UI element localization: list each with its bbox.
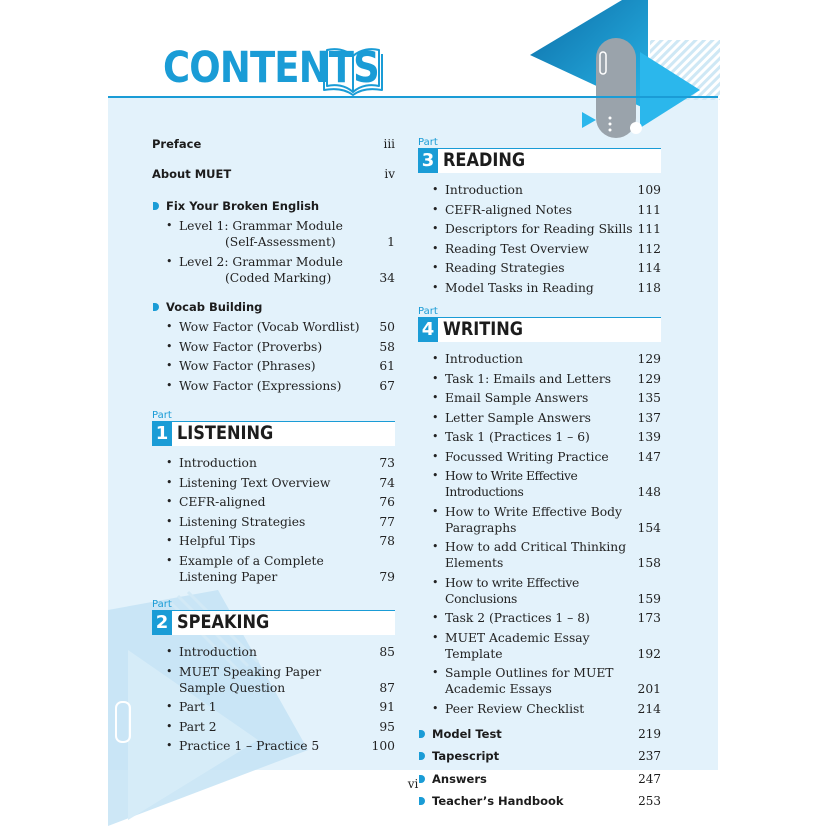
toc-item[interactable] <box>152 664 395 696</box>
toc-item[interactable] <box>152 719 395 735</box>
contents-right-column <box>418 138 661 812</box>
toc-section-fix-your-broken-english[interactable] <box>152 198 395 214</box>
part-name: READING <box>443 149 526 171</box>
toc-section-page: 253 <box>638 794 661 808</box>
toc-item-label: • Wow Factor (Expressions) <box>179 378 342 393</box>
toc-item-label: Sample Outlines for MUET <box>445 666 614 680</box>
toc-item[interactable] <box>152 533 395 549</box>
part-name: SPEAKING <box>177 611 270 633</box>
toc-item-label: • Task 2 (Practices 1 – 8) <box>445 611 590 625</box>
toc-item-label: • Part 2 <box>179 719 217 734</box>
part-label: Part <box>152 410 172 421</box>
toc-item-label: MUET Speaking Paper <box>179 664 322 679</box>
toc-section-tapescript[interactable] <box>418 745 661 767</box>
toc-item[interactable] <box>152 455 395 471</box>
toc-item[interactable] <box>152 494 395 510</box>
toc-list <box>418 351 661 717</box>
toc-item-label-line2: Listening Paper <box>179 569 278 584</box>
toc-item-label-line2: Elements <box>445 556 504 570</box>
toc-item-page: 111 <box>637 222 661 236</box>
toc-item[interactable] <box>152 218 395 250</box>
toc-entry-about-muet[interactable] <box>152 167 395 185</box>
toc-list <box>152 644 395 754</box>
toc-item-page: 154 <box>637 520 661 535</box>
toc-list <box>152 319 395 394</box>
section-marker-icon <box>419 752 425 760</box>
toc-item-label: • Task 1 (Practices 1 – 6) <box>445 430 590 444</box>
toc-item[interactable] <box>418 701 661 717</box>
toc-item-page: 135 <box>637 391 661 405</box>
toc-section-teachers-handbook[interactable] <box>418 790 661 812</box>
toc-entry-preface[interactable] <box>152 137 395 155</box>
toc-item[interactable] <box>418 260 661 276</box>
part-number: 2 <box>152 610 172 635</box>
toc-section-label: Teacher’s Handbook <box>432 794 564 808</box>
toc-section-page: 247 <box>638 771 661 786</box>
toc-item-label: Example of a Complete <box>179 553 324 568</box>
part-label: Part <box>152 599 172 610</box>
toc-section-vocab-building[interactable] <box>152 299 395 315</box>
toc-item[interactable] <box>418 241 661 257</box>
toc-item-label: • Reading Test Overview <box>445 241 589 256</box>
toc-section-model-test[interactable] <box>418 723 661 745</box>
toc-item-page: 214 <box>637 701 661 716</box>
decorative-shapes-top <box>530 0 720 140</box>
part-number: 3 <box>418 148 438 173</box>
toc-item[interactable] <box>152 475 395 491</box>
page-number: vi <box>407 777 419 791</box>
toc-item-label: • Helpful Tips <box>179 534 256 548</box>
part-label: Part <box>418 306 438 317</box>
toc-item-label: • Descriptors for Reading Skills <box>445 222 633 236</box>
toc-item-page: 139 <box>637 430 661 444</box>
toc-item-page: 201 <box>637 682 661 696</box>
toc-item-label: • How to write Effective Conclusions <box>445 575 580 606</box>
page-title: CONTENTS <box>163 43 379 93</box>
toc-item-label: How to add Critical Thinking <box>445 540 627 554</box>
toc-section-page: 237 <box>638 749 661 763</box>
toc-item[interactable] <box>152 254 395 286</box>
toc-item-label: • Listening Strategies <box>179 514 306 529</box>
toc-item[interactable] <box>418 630 661 662</box>
toc-item[interactable] <box>418 221 661 237</box>
toc-section-label: Tapescript <box>432 749 500 763</box>
toc-item[interactable] <box>418 390 661 406</box>
toc-item-page: 61 <box>379 359 395 373</box>
toc-item[interactable] <box>418 202 661 218</box>
toc-section-label: Answers <box>432 771 487 786</box>
toc-list <box>418 182 661 296</box>
toc-item-label: • Model Tasks in Reading <box>445 280 594 295</box>
toc-item[interactable] <box>152 319 395 335</box>
toc-item[interactable] <box>418 539 661 571</box>
toc-entry-page: iv <box>384 167 395 181</box>
toc-item-label: • Wow Factor (Vocab Wordlist) <box>179 320 360 334</box>
toc-item-label: • Letter Sample Answers <box>445 410 591 425</box>
toc-item[interactable] <box>152 514 395 530</box>
toc-item[interactable] <box>418 610 661 626</box>
toc-item-label: • Introduction <box>179 456 257 470</box>
toc-item-page: 192 <box>637 646 661 661</box>
toc-item-label: • How to Write Effective Introductions <box>445 469 578 499</box>
section-marker-icon <box>153 303 159 311</box>
part-heading-writing[interactable] <box>418 307 661 347</box>
toc-item-page: 95 <box>379 719 395 734</box>
toc-item-page: 85 <box>379 645 395 659</box>
section-marker-icon <box>419 797 425 805</box>
part-heading-reading[interactable] <box>418 138 661 178</box>
toc-item-label: • Introduction <box>179 645 257 659</box>
toc-section-label: Fix Your Broken English <box>166 199 320 213</box>
open-book-icon <box>323 44 383 96</box>
toc-item-page: 159 <box>637 591 661 606</box>
toc-item[interactable] <box>418 410 661 426</box>
toc-item-page: 148 <box>637 485 661 499</box>
toc-item-page: 137 <box>637 410 661 425</box>
toc-item-label: • Email Sample Answers <box>445 391 589 405</box>
toc-item-page: 73 <box>379 456 395 470</box>
toc-item-label: • Listening Text Overview <box>179 475 331 490</box>
toc-item-label: • Wow Factor (Phrases) <box>179 359 316 373</box>
section-marker-icon <box>419 730 425 738</box>
header-rule <box>108 96 718 98</box>
toc-item-page: 87 <box>379 680 395 695</box>
toc-item-label: • Practice 1 – Practice 5 <box>179 739 320 753</box>
toc-item-label: • MUET Academic Essay Template <box>445 630 590 661</box>
toc-list <box>152 455 395 585</box>
toc-item[interactable] <box>152 553 395 585</box>
toc-item-page: 67 <box>379 378 395 393</box>
toc-item[interactable] <box>418 449 661 465</box>
toc-item[interactable] <box>152 378 395 394</box>
toc-item[interactable] <box>418 429 661 445</box>
toc-item[interactable] <box>152 358 395 374</box>
part-name: WRITING <box>443 318 524 340</box>
toc-item-label-line2: Paragraphs <box>445 520 517 535</box>
toc-item-page: 76 <box>379 495 395 509</box>
toc-section-label: Model Test <box>432 727 502 741</box>
toc-item[interactable] <box>418 665 661 697</box>
toc-item[interactable] <box>418 371 661 387</box>
toc-item-page: 158 <box>637 556 661 570</box>
toc-section-label: Vocab Building <box>166 300 263 314</box>
toc-item-label: • Focussed Writing Practice <box>445 449 609 464</box>
part-number: 4 <box>418 317 438 342</box>
toc-list <box>152 218 395 286</box>
toc-section-page: 219 <box>638 727 661 741</box>
toc-item-label: How to Write Effective Body <box>445 504 622 519</box>
toc-item-label: • Part 1 <box>179 700 217 714</box>
toc-item-label: • Wow Factor (Proverbs) <box>179 339 323 354</box>
part-number: 1 <box>152 421 172 446</box>
toc-item-page: 50 <box>379 320 395 334</box>
toc-item[interactable] <box>152 738 395 754</box>
section-marker-icon <box>153 202 159 210</box>
toc-item[interactable] <box>152 339 395 355</box>
toc-item-label-line2: Academic Essays <box>445 682 552 696</box>
toc-item-page: 1 <box>387 235 395 249</box>
toc-item-label: • Task 1: Emails and Letters <box>445 371 612 386</box>
toc-item-page: 114 <box>637 261 661 275</box>
toc-item-page: 129 <box>637 352 661 366</box>
toc-item-label: • CEFR-aligned Notes <box>445 202 573 217</box>
toc-item-label: • CEFR-aligned <box>179 495 266 509</box>
toc-item-label: • Reading Strategies <box>445 261 565 275</box>
toc-item-label: Level 1: Grammar Module <box>179 219 343 233</box>
contents-left-column <box>152 137 395 758</box>
toc-item[interactable] <box>418 504 661 536</box>
toc-item-page: 100 <box>371 739 395 753</box>
toc-item-page: 147 <box>637 449 661 464</box>
toc-item-page: 129 <box>637 371 661 386</box>
toc-item[interactable] <box>418 182 661 198</box>
toc-item[interactable] <box>418 468 661 500</box>
toc-entry-label: About MUET <box>152 167 232 181</box>
toc-item-label: • Introduction <box>445 183 523 197</box>
toc-item-page: 91 <box>379 700 395 714</box>
toc-item-page: 34 <box>379 270 395 285</box>
toc-item-page: 112 <box>637 241 661 256</box>
toc-item[interactable] <box>418 351 661 367</box>
part-label: Part <box>418 137 438 148</box>
toc-item-page: 77 <box>379 514 395 529</box>
toc-item[interactable] <box>418 280 661 296</box>
part-heading-listening[interactable] <box>152 411 395 451</box>
toc-item-label-line2: Sample Question <box>179 680 286 695</box>
toc-item-label: Level 2: Grammar Module <box>179 254 343 269</box>
toc-item-label: • Introduction <box>445 352 523 366</box>
toc-item-label: • Peer Review Checklist <box>445 701 585 716</box>
toc-item-label-line2: (Coded Marking) <box>225 270 332 285</box>
toc-entry-label: Preface <box>152 137 202 151</box>
toc-item-page: 78 <box>379 534 395 548</box>
part-heading-speaking[interactable] <box>152 600 395 640</box>
toc-item-page: 58 <box>379 339 395 354</box>
toc-item-page: 111 <box>637 202 661 217</box>
toc-item-page: 74 <box>379 475 395 490</box>
toc-item-page: 173 <box>637 611 661 625</box>
toc-item[interactable] <box>152 644 395 660</box>
toc-entry-page: iii <box>383 137 395 151</box>
toc-item-page: 109 <box>637 183 661 197</box>
part-name: LISTENING <box>177 422 274 444</box>
toc-item-page: 79 <box>379 569 395 584</box>
toc-item-label-line2: (Self-Assessment) <box>225 235 336 249</box>
toc-item-page: 118 <box>637 280 661 295</box>
toc-item[interactable] <box>152 699 395 715</box>
toc-item[interactable] <box>418 575 661 607</box>
